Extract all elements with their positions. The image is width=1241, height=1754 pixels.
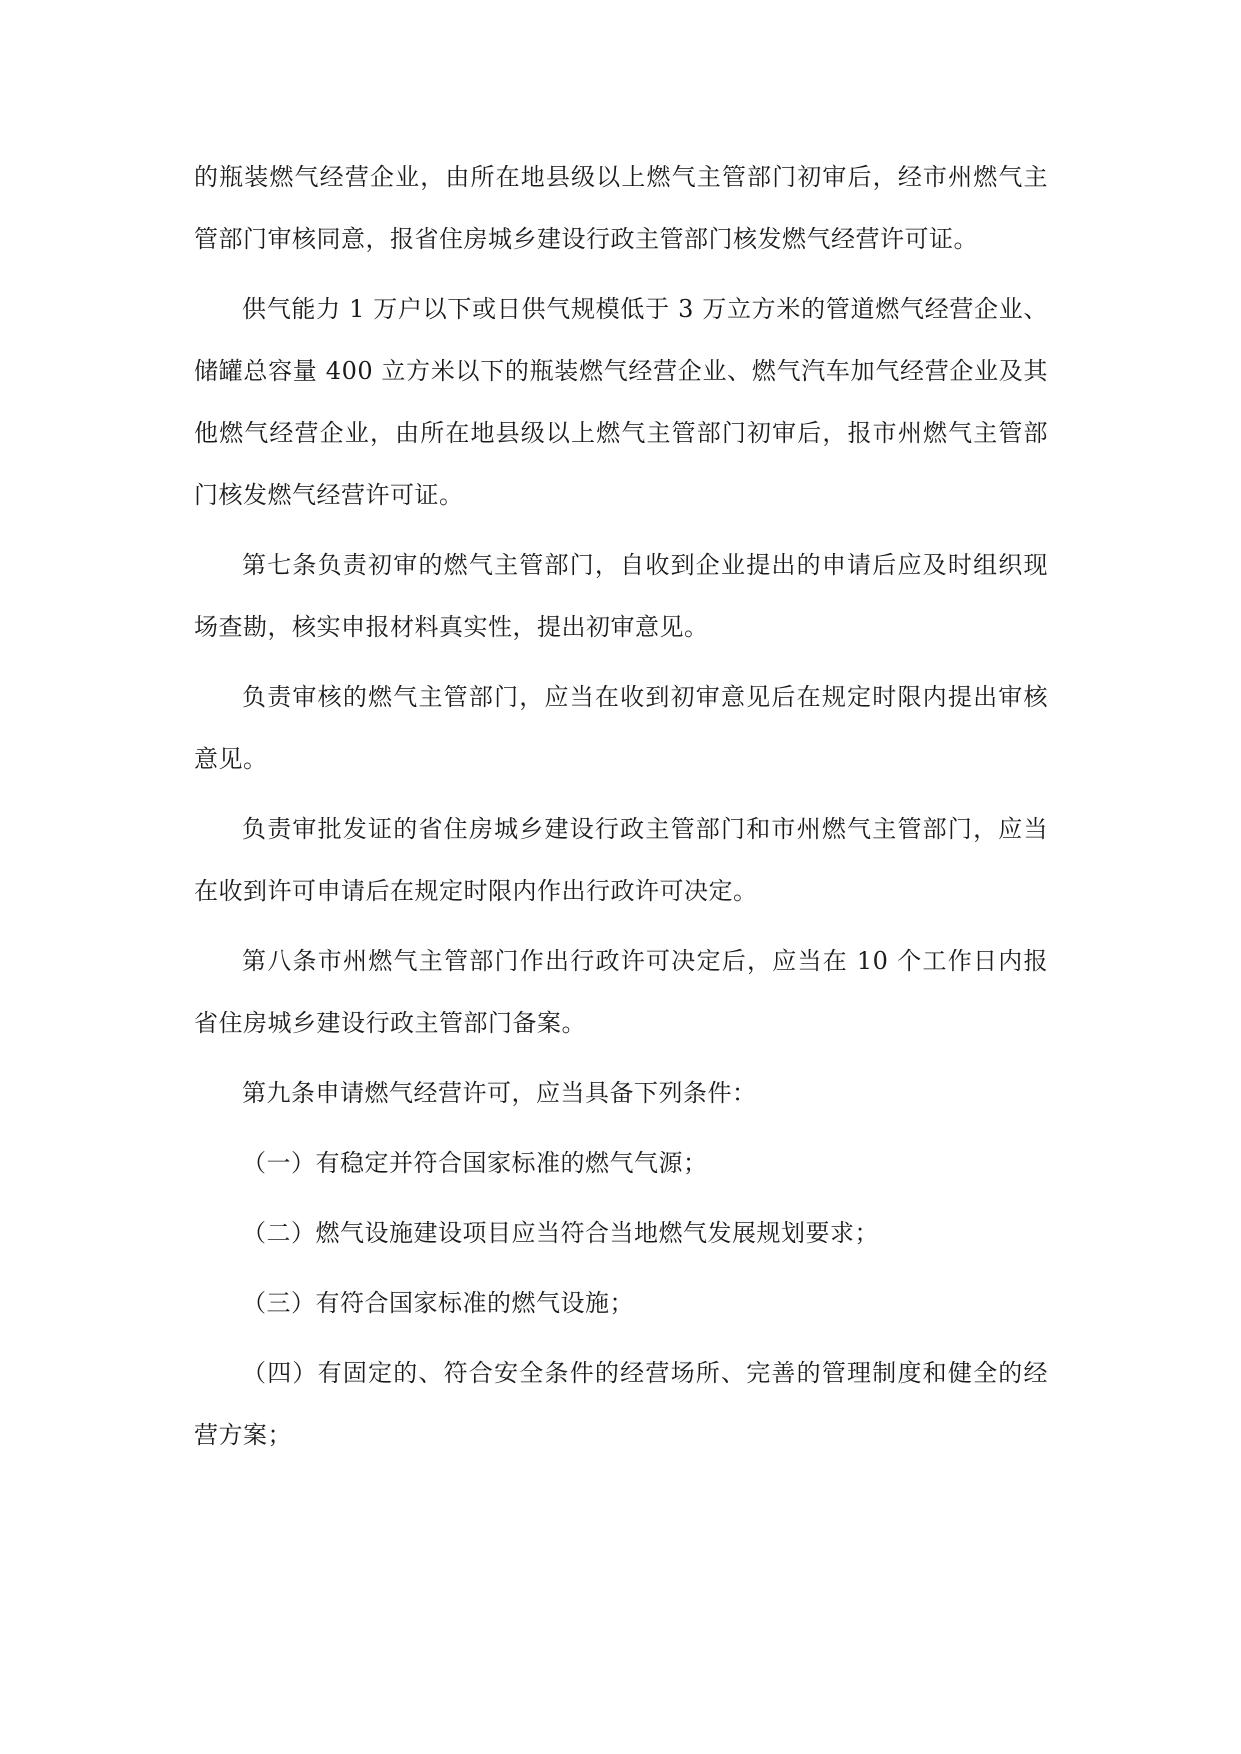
paragraph-3: 第七条负责初审的燃气主管部门，自收到企业提出的申请后应及时组织现场查勘，核实申报材料真实性，提出初审意见。 [194,551,1048,641]
list-item-4: （四）有固定的、符合安全条件的经营场所、完善的管理制度和健全的经营方案； [194,1359,1048,1449]
list-item-2: （二）燃气设施建设项目应当符合当地燃气发展规划要求； [242,1219,879,1247]
paragraph-7: 第九条申请燃气经营许可，应当具备下列条件： [242,1079,757,1107]
paragraph-6: 第八条市州燃气主管部门作出行政许可决定后，应当在 10 个工作日内报省住房城乡建设行政主管部门备案。 [194,947,1048,1037]
document-body [194,146,1048,1466]
paragraph-5: 负责审批发证的省住房城乡建设行政主管部门和市州燃气主管部门，应当在收到许可申请后在规定时限内作出行政许可决定。 [194,815,1048,905]
paragraph-1: 的瓶装燃气经营企业，由所在地县级以上燃气主管部门初审后，经市州燃气主管部门审核同意，报省住房城乡建设行政主管部门核发燃气经营许可证。 [194,163,1048,253]
list-item-3: （三）有符合国家标准的燃气设施； [242,1289,634,1317]
paragraph-2: 供气能力 1 万户以下或日供气规模低于 3 万立方米的管道燃气经营企业、储罐总容量 400 立方米以下的瓶装燃气经营企业、燃气汽车加气经营企业及其他燃气经营企业，由所在地县级以上燃气主管部门初审后，报市州燃气主管部门核发燃气经营许可证。 [194,295,1048,509]
paragraph-4: 负责审核的燃气主管部门，应当在收到初审意见后在规定时限内提出审核意见。 [194,683,1048,773]
list-item-1: （一）有稳定并符合国家标准的燃气气源； [242,1149,708,1177]
